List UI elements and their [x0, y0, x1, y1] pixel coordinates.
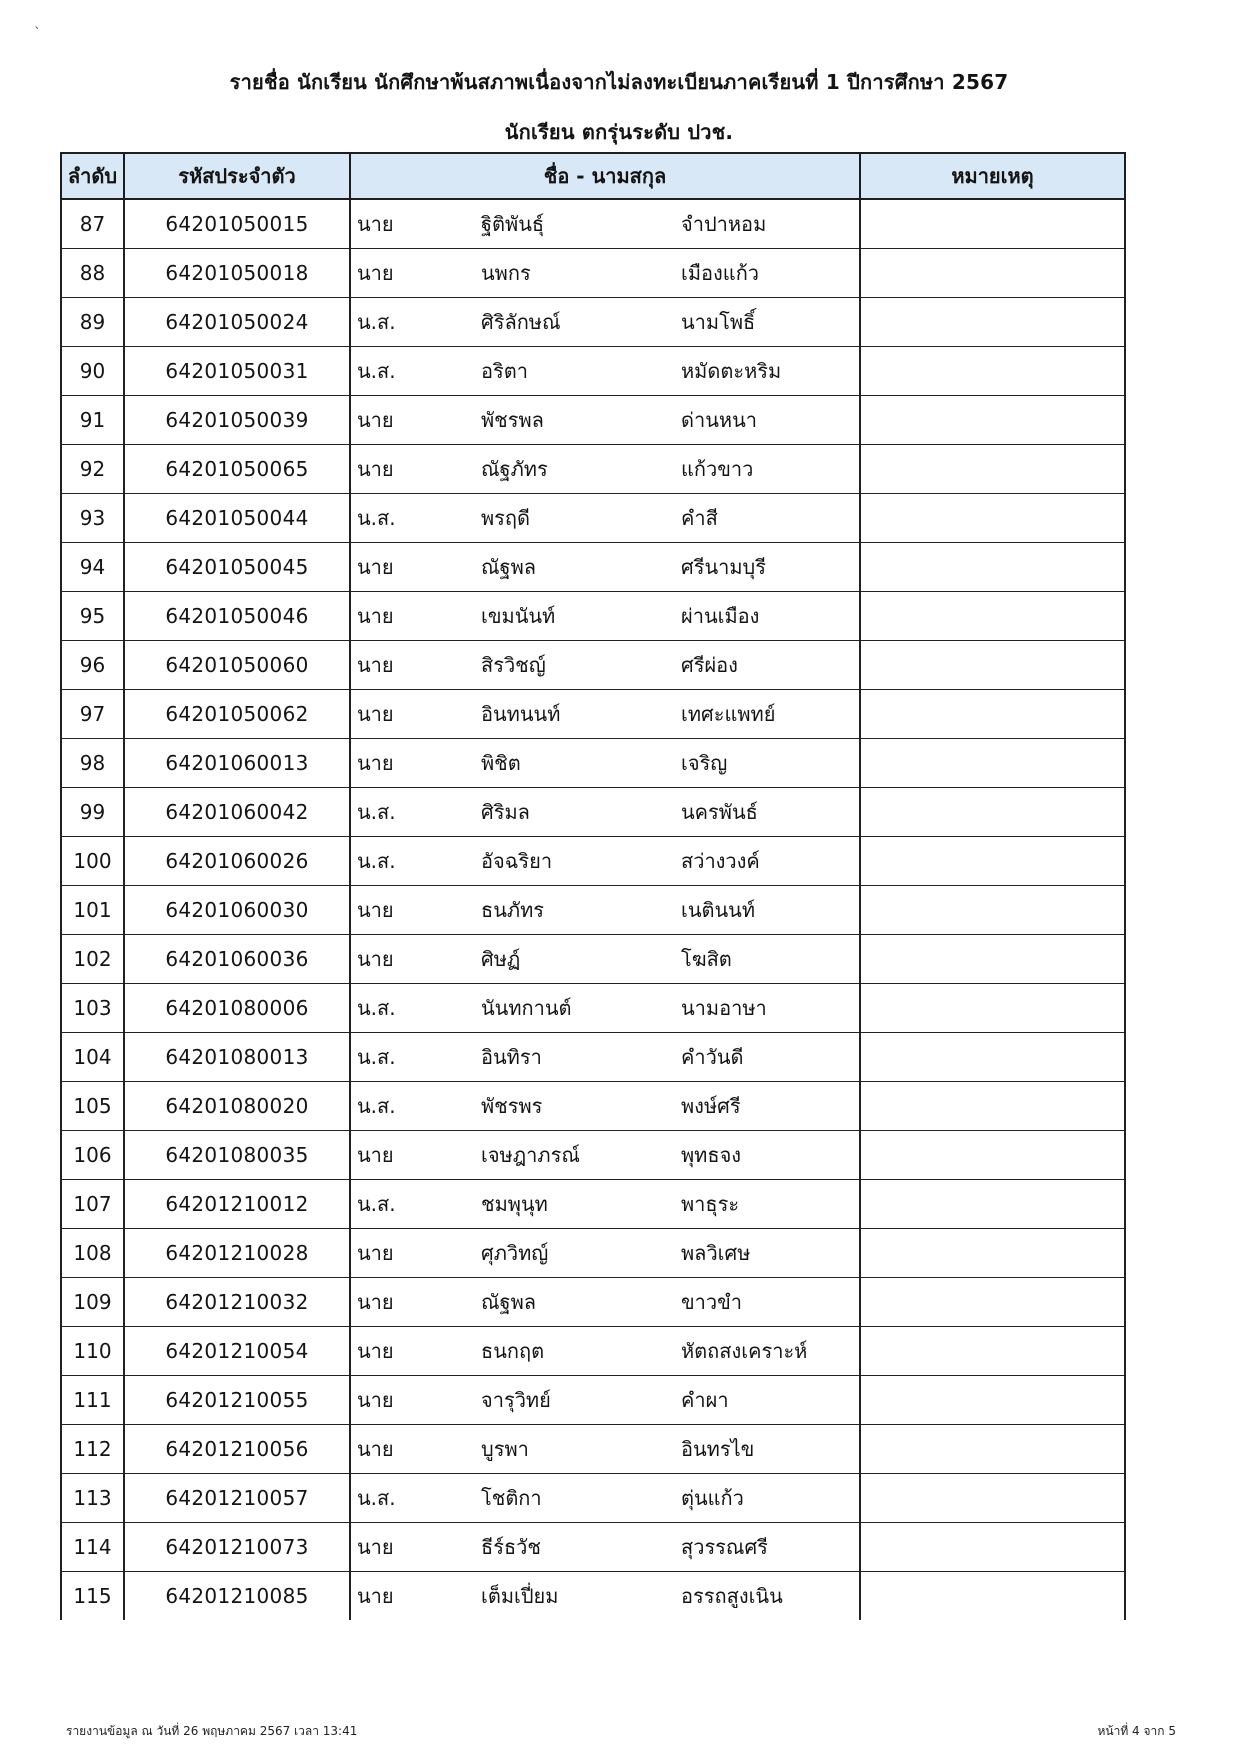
student-name	[350, 1572, 860, 1621]
table-row	[61, 984, 1125, 1033]
remark-cell	[860, 1376, 1125, 1425]
row-number: 110	[61, 1327, 124, 1376]
first-name: ธนภัทร	[481, 898, 544, 922]
remark-cell	[860, 1278, 1125, 1327]
student-id: 64201080013	[124, 1033, 350, 1082]
student-name	[350, 1131, 860, 1180]
table-row	[61, 1180, 1125, 1229]
name-prefix: น.ส.	[357, 996, 396, 1020]
name-prefix: น.ส.	[357, 849, 396, 873]
student-name	[350, 1033, 860, 1082]
remark-cell	[860, 739, 1125, 788]
remark-cell	[860, 1033, 1125, 1082]
table-row	[61, 641, 1125, 690]
row-number: 107	[61, 1180, 124, 1229]
row-number: 90	[61, 347, 124, 396]
last-name: สุวรรณศรี	[681, 1535, 768, 1559]
first-name: นันทกานต์	[481, 996, 572, 1020]
first-name: สิรวิชญ์	[481, 653, 546, 677]
row-number: 94	[61, 543, 124, 592]
remark-cell	[860, 1131, 1125, 1180]
row-number: 93	[61, 494, 124, 543]
document-subtitle: นักเรียน ตกรุ่นระดับ ปวช.	[504, 120, 734, 144]
first-name: พัชรพร	[481, 1094, 543, 1118]
row-number: 102	[61, 935, 124, 984]
student-id: 64201050031	[124, 347, 350, 396]
student-name	[350, 396, 860, 445]
student-name	[350, 494, 860, 543]
student-name	[350, 1082, 860, 1131]
student-id: 64201050044	[124, 494, 350, 543]
row-number: 103	[61, 984, 124, 1033]
header-no: ลำดับ	[61, 153, 124, 199]
student-name	[350, 837, 860, 886]
student-id: 64201210032	[124, 1278, 350, 1327]
page-number: หน้าที่ 4 จาก 5	[1097, 1724, 1176, 1738]
row-number: 88	[61, 249, 124, 298]
first-name: ธนกฤต	[481, 1339, 545, 1363]
table-row	[61, 298, 1125, 347]
last-name: สว่างวงค์	[681, 849, 760, 873]
table-row	[61, 445, 1125, 494]
student-name	[350, 592, 860, 641]
student-id: 64201060036	[124, 935, 350, 984]
first-name: โชติกา	[481, 1486, 542, 1510]
remark-cell	[860, 445, 1125, 494]
last-name: นครพันธ์	[681, 800, 758, 824]
name-prefix: นาย	[357, 1584, 394, 1608]
header-student-id: รหัสประจำตัว	[124, 153, 350, 199]
student-name	[350, 543, 860, 592]
last-name: ตุ่นแก้ว	[681, 1486, 744, 1510]
student-id: 64201210073	[124, 1523, 350, 1572]
table-row	[61, 886, 1125, 935]
last-name: จำปาหอม	[681, 212, 767, 236]
student-name	[350, 935, 860, 984]
table-row	[61, 592, 1125, 641]
remark-cell	[860, 1425, 1125, 1474]
first-name: ศุภวิทญ์	[481, 1241, 549, 1265]
student-id: 64201210057	[124, 1474, 350, 1523]
table-row	[61, 199, 1125, 249]
last-name: พาธุระ	[681, 1192, 740, 1216]
last-name: พุทธจง	[681, 1143, 742, 1167]
student-id: 64201050060	[124, 641, 350, 690]
student-id: 64201050024	[124, 298, 350, 347]
row-number: 99	[61, 788, 124, 837]
row-number: 89	[61, 298, 124, 347]
remark-cell	[860, 935, 1125, 984]
student-id: 64201210012	[124, 1180, 350, 1229]
remark-cell	[860, 592, 1125, 641]
remark-cell	[860, 641, 1125, 690]
row-number: 87	[61, 199, 124, 249]
table-row	[61, 1082, 1125, 1131]
last-name: ศรีผ่อง	[681, 653, 738, 677]
student-name	[350, 1523, 860, 1572]
last-name: ขาวขำ	[681, 1290, 743, 1314]
table-row	[61, 1131, 1125, 1180]
student-name	[350, 199, 860, 249]
table-row	[61, 1523, 1125, 1572]
first-name: จารุวิทย์	[481, 1388, 551, 1412]
last-name: หัตถสงเคราะห์	[681, 1339, 808, 1363]
first-name: พัชรพล	[481, 408, 544, 432]
last-name: เนตินนท์	[681, 898, 756, 922]
table-row	[61, 1278, 1125, 1327]
student-name	[350, 984, 860, 1033]
name-prefix: นาย	[357, 261, 394, 285]
remark-cell	[860, 396, 1125, 445]
name-prefix: นาย	[357, 1388, 394, 1412]
first-name: ณัฐพล	[481, 1290, 537, 1314]
name-prefix: น.ส.	[357, 310, 396, 334]
row-number: 114	[61, 1523, 124, 1572]
table-row	[61, 396, 1125, 445]
row-number: 106	[61, 1131, 124, 1180]
table-row	[61, 249, 1125, 298]
last-name: คำสี	[681, 506, 718, 530]
last-name: เจริญ	[681, 751, 728, 775]
table-row	[61, 494, 1125, 543]
name-prefix: นาย	[357, 1143, 394, 1167]
student-id: 64201210056	[124, 1425, 350, 1474]
student-id: 64201050062	[124, 690, 350, 739]
last-name: เทศะแพทย์	[681, 702, 776, 726]
row-number: 100	[61, 837, 124, 886]
row-number: 92	[61, 445, 124, 494]
student-name	[350, 347, 860, 396]
row-number: 108	[61, 1229, 124, 1278]
student-id: 64201050065	[124, 445, 350, 494]
remark-cell	[860, 1474, 1125, 1523]
name-prefix: นาย	[357, 604, 394, 628]
name-prefix: นาย	[357, 1535, 394, 1559]
student-id: 64201210085	[124, 1572, 350, 1621]
remark-cell	[860, 1327, 1125, 1376]
table-row	[61, 1474, 1125, 1523]
student-id: 64201080035	[124, 1131, 350, 1180]
row-number: 115	[61, 1572, 124, 1621]
table-row	[61, 543, 1125, 592]
name-prefix: น.ส.	[357, 1192, 396, 1216]
name-prefix: นาย	[357, 555, 394, 579]
first-name: ณัฐภัทร	[481, 457, 548, 481]
remark-cell	[860, 690, 1125, 739]
table-row	[61, 1376, 1125, 1425]
student-id: 64201050015	[124, 199, 350, 249]
last-name: ผ่านเมือง	[681, 604, 760, 628]
name-prefix: น.ส.	[357, 506, 396, 530]
document-title: รายชื่อ นักเรียน นักศึกษาพ้นสภาพเนื่องจากไม่ลงทะเบียนภาคเรียนที่ 1 ปีการศึกษา 2567	[229, 70, 1009, 94]
last-name: นามโพธิ์	[681, 310, 756, 334]
row-number: 98	[61, 739, 124, 788]
first-name: อัจฉริยา	[481, 849, 553, 873]
name-prefix: นาย	[357, 751, 394, 775]
name-prefix: น.ส.	[357, 1486, 396, 1510]
row-number: 95	[61, 592, 124, 641]
name-prefix: น.ส.	[357, 1045, 396, 1069]
remark-cell	[860, 1229, 1125, 1278]
first-name: ฐิติพันธุ์	[481, 212, 545, 236]
first-name: เขมนันท์	[481, 604, 556, 628]
last-name: เมืองแก้ว	[681, 261, 760, 285]
last-name: แก้วขาว	[681, 457, 754, 481]
last-name: ศรีนามบุรี	[681, 555, 766, 579]
student-name	[350, 1229, 860, 1278]
remark-cell	[860, 1082, 1125, 1131]
first-name: นพกร	[481, 261, 531, 285]
row-number: 96	[61, 641, 124, 690]
table-row	[61, 1572, 1125, 1621]
student-id: 64201080020	[124, 1082, 350, 1131]
last-name: นามอาษา	[681, 996, 767, 1020]
first-name: เต็มเปี่ยม	[481, 1584, 559, 1608]
name-prefix: นาย	[357, 457, 394, 481]
student-id: 64201050039	[124, 396, 350, 445]
scan-mark: `	[34, 26, 41, 42]
first-name: ศิริลักษณ์	[481, 310, 561, 334]
name-prefix: นาย	[357, 653, 394, 677]
student-id: 64201050018	[124, 249, 350, 298]
table-row	[61, 739, 1125, 788]
row-number: 113	[61, 1474, 124, 1523]
name-prefix: นาย	[357, 408, 394, 432]
student-name	[350, 641, 860, 690]
last-name: พงษ์ศรี	[681, 1094, 741, 1118]
first-name: อริตา	[481, 359, 528, 383]
first-name: บูรพา	[481, 1437, 529, 1461]
name-prefix: นาย	[357, 1241, 394, 1265]
table-row	[61, 1229, 1125, 1278]
row-number: 101	[61, 886, 124, 935]
row-number: 104	[61, 1033, 124, 1082]
student-id: 64201080006	[124, 984, 350, 1033]
first-name: เจษฎาภรณ์	[481, 1143, 580, 1167]
student-id: 64201210028	[124, 1229, 350, 1278]
student-name	[350, 1278, 860, 1327]
name-prefix: น.ส.	[357, 359, 396, 383]
student-name	[350, 445, 860, 494]
student-id: 64201050046	[124, 592, 350, 641]
last-name: ด่านหนา	[681, 408, 757, 432]
student-name	[350, 739, 860, 788]
student-name	[350, 886, 860, 935]
row-number: 112	[61, 1425, 124, 1474]
first-name: ณัฐพล	[481, 555, 537, 579]
first-name: พรฤดี	[481, 506, 531, 530]
student-name	[350, 1425, 860, 1474]
first-name: ศิษฏ์	[481, 947, 521, 971]
remark-cell	[860, 543, 1125, 592]
report-date: รายงานข้อมูล ณ วันที่ 26 พฤษภาคม 2567 เวลา 13:41	[66, 1724, 358, 1738]
remark-cell	[860, 494, 1125, 543]
remark-cell	[860, 298, 1125, 347]
last-name: อินทรไข	[681, 1437, 755, 1461]
last-name: คำผา	[681, 1388, 729, 1412]
last-name: คำวันดี	[681, 1045, 744, 1069]
student-id: 64201060026	[124, 837, 350, 886]
student-name	[350, 1474, 860, 1523]
student-name	[350, 1327, 860, 1376]
student-id: 64201060042	[124, 788, 350, 837]
table-row	[61, 1033, 1125, 1082]
student-id: 64201050045	[124, 543, 350, 592]
student-id: 64201210055	[124, 1376, 350, 1425]
row-number: 105	[61, 1082, 124, 1131]
student-id: 64201060013	[124, 739, 350, 788]
table-row	[61, 788, 1125, 837]
student-table	[60, 152, 1126, 1620]
first-name: ธีร์ธวัช	[481, 1535, 541, 1559]
remark-cell	[860, 199, 1125, 249]
name-prefix: นาย	[357, 702, 394, 726]
last-name: โฆสิต	[681, 947, 732, 971]
student-id: 64201210054	[124, 1327, 350, 1376]
remark-cell	[860, 347, 1125, 396]
first-name: อินทิรา	[481, 1045, 542, 1069]
first-name: พิชิต	[481, 751, 521, 775]
remark-cell	[860, 1180, 1125, 1229]
row-number: 91	[61, 396, 124, 445]
student-name	[350, 298, 860, 347]
remark-cell	[860, 1572, 1125, 1621]
remark-cell	[860, 837, 1125, 886]
remark-cell	[860, 788, 1125, 837]
row-number: 109	[61, 1278, 124, 1327]
remark-cell	[860, 984, 1125, 1033]
table-row	[61, 1327, 1125, 1376]
table-row	[61, 347, 1125, 396]
table-row	[61, 690, 1125, 739]
first-name: ศิริมล	[481, 800, 530, 824]
remark-cell	[860, 249, 1125, 298]
name-prefix: นาย	[357, 898, 394, 922]
row-number: 97	[61, 690, 124, 739]
table-row	[61, 1425, 1125, 1474]
name-prefix: นาย	[357, 1339, 394, 1363]
table-row	[61, 837, 1125, 886]
student-name	[350, 690, 860, 739]
remark-cell	[860, 1523, 1125, 1572]
student-name	[350, 249, 860, 298]
student-id: 64201060030	[124, 886, 350, 935]
row-number: 111	[61, 1376, 124, 1425]
first-name: อินทนนท์	[481, 702, 561, 726]
name-prefix: นาย	[357, 1437, 394, 1461]
last-name: หมัดตะหริม	[681, 359, 782, 383]
remark-cell	[860, 886, 1125, 935]
name-prefix: นาย	[357, 947, 394, 971]
header-name: ชื่อ - นามสกุล	[350, 153, 860, 199]
table-row	[61, 935, 1125, 984]
table-header-row	[61, 153, 1125, 199]
name-prefix: นาย	[357, 1290, 394, 1314]
header-remark: หมายเหตุ	[860, 153, 1125, 199]
name-prefix: น.ส.	[357, 800, 396, 824]
student-name	[350, 788, 860, 837]
first-name: ชมพุนุท	[481, 1192, 548, 1216]
student-name	[350, 1376, 860, 1425]
student-name	[350, 1180, 860, 1229]
last-name: อรรถสูงเนิน	[681, 1584, 783, 1608]
last-name: พลวิเศษ	[681, 1241, 751, 1265]
name-prefix: นาย	[357, 212, 394, 236]
name-prefix: น.ส.	[357, 1094, 396, 1118]
